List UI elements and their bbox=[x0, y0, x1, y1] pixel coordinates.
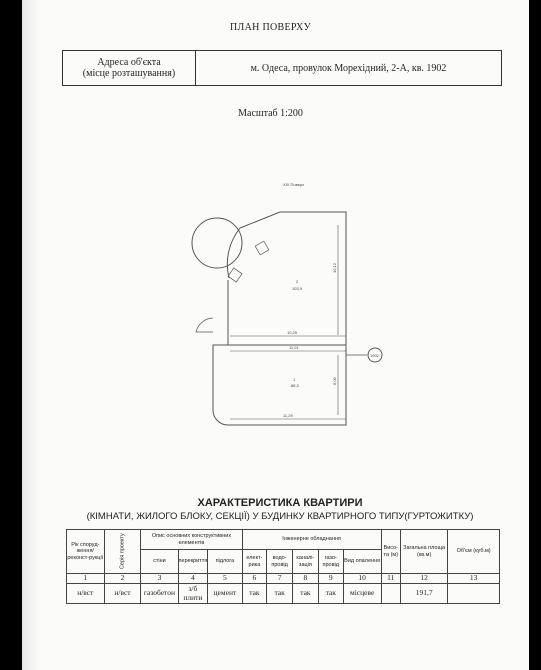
column-detail bbox=[255, 241, 269, 255]
header-electricity: елект-рика bbox=[242, 550, 267, 574]
curved-wall-upper bbox=[227, 228, 240, 278]
lower-room-walls bbox=[213, 345, 346, 425]
column-number: 10 bbox=[343, 574, 381, 584]
dimension-label: 11,01 bbox=[289, 345, 299, 350]
header-series bbox=[104, 530, 141, 574]
characteristics-title: ХАРАКТЕРИСТИКА КВАРТИРИ bbox=[197, 497, 363, 509]
header-year bbox=[67, 530, 105, 574]
room-area: 86,3 bbox=[291, 383, 299, 388]
cell-electricity: так bbox=[242, 584, 267, 604]
header-walls: стіни bbox=[141, 550, 178, 574]
room-number: 2 bbox=[296, 279, 299, 284]
dimension-label: 11,29 bbox=[283, 413, 293, 418]
column-number: 3 bbox=[141, 574, 178, 584]
header-year-text: Рік споруд-ження/ реконст-рукції bbox=[67, 542, 104, 561]
cell-floors-line2: плити bbox=[183, 592, 203, 602]
upper-room-walls bbox=[230, 212, 346, 345]
column-number: 7 bbox=[267, 574, 293, 584]
room-area: 103,9 bbox=[292, 286, 303, 291]
cell-total-area: 191,7 bbox=[400, 584, 447, 604]
header-water: водо-провід bbox=[267, 550, 293, 574]
cell-walls: газобетон bbox=[141, 584, 178, 604]
column-number: 6 bbox=[242, 574, 267, 584]
column-number: 2 bbox=[104, 574, 141, 584]
page-title: ПЛАН ПОВЕРХУ bbox=[230, 22, 311, 33]
column-number: 12 bbox=[400, 574, 447, 584]
header-heating: Вид опалення bbox=[343, 550, 381, 574]
column-detail bbox=[228, 268, 242, 282]
column-number: 11 bbox=[381, 574, 400, 584]
column-number: 5 bbox=[208, 574, 242, 584]
cell-floors bbox=[178, 584, 208, 604]
cell-floors-line1: з/б bbox=[188, 583, 198, 593]
cell-sewer: так bbox=[292, 584, 318, 604]
cell-gas: так bbox=[318, 584, 343, 604]
header-height: Висо-та (м) bbox=[381, 530, 400, 574]
header-series-text: Серія проекту bbox=[119, 533, 126, 570]
address-label-sub: (місце розташування) bbox=[82, 68, 176, 79]
address-label: Адреса об'єкта bbox=[97, 57, 161, 68]
floor-label: XIX Поверх bbox=[283, 182, 305, 187]
header-elements-group: Опис основних конструктивних елементів bbox=[141, 530, 242, 550]
header-sewer: каналі-зація bbox=[292, 550, 318, 574]
door-swing bbox=[196, 318, 213, 332]
scale-label: Масштаб 1:200 bbox=[238, 108, 303, 119]
cell-series: н/вст bbox=[104, 584, 141, 604]
column-number: 1 bbox=[67, 574, 105, 584]
address-value: м. Одеса, провулок Морехідний, 2-А, кв. 1902 bbox=[196, 51, 502, 86]
round-room-outline bbox=[192, 218, 242, 268]
cell-height bbox=[381, 584, 400, 604]
characteristics-subtitle: (КІМНАТИ, ЖИЛОГО БЛОКУ, СЕКЦІЇ) У БУДИНКУ КВАРТИРНОГО ТИПУ(ГУРТОЖИТКУ) bbox=[86, 511, 474, 522]
cell-heating: місцеве bbox=[343, 584, 381, 604]
column-number: 4 bbox=[178, 574, 208, 584]
column-number: 8 bbox=[292, 574, 318, 584]
header-floors: перекриття bbox=[178, 550, 208, 574]
column-number: 9 bbox=[318, 574, 343, 584]
dimension-label: 6,09 bbox=[332, 377, 337, 385]
header-flooring: підлога bbox=[208, 550, 242, 574]
header-volume: Об'єм (куб.м) bbox=[448, 530, 500, 574]
cell-volume bbox=[448, 584, 500, 604]
cell-flooring: цемент bbox=[208, 584, 242, 604]
header-gas: газо-провід bbox=[318, 550, 343, 574]
room-number: 1 bbox=[293, 377, 296, 382]
cell-year: н/вст bbox=[67, 584, 105, 604]
dimension-label: 10,12 bbox=[332, 262, 337, 273]
characteristics-table bbox=[66, 529, 500, 604]
header-equipment-group: Інженерне обладнання bbox=[242, 530, 381, 550]
column-number: 13 bbox=[448, 574, 500, 584]
header-total-area: Загальна площа (кв.м) bbox=[400, 530, 447, 574]
dimension-label: 10,29 bbox=[287, 330, 298, 335]
cell-water: так bbox=[267, 584, 293, 604]
apartment-marker-label: 1902 bbox=[370, 353, 379, 358]
